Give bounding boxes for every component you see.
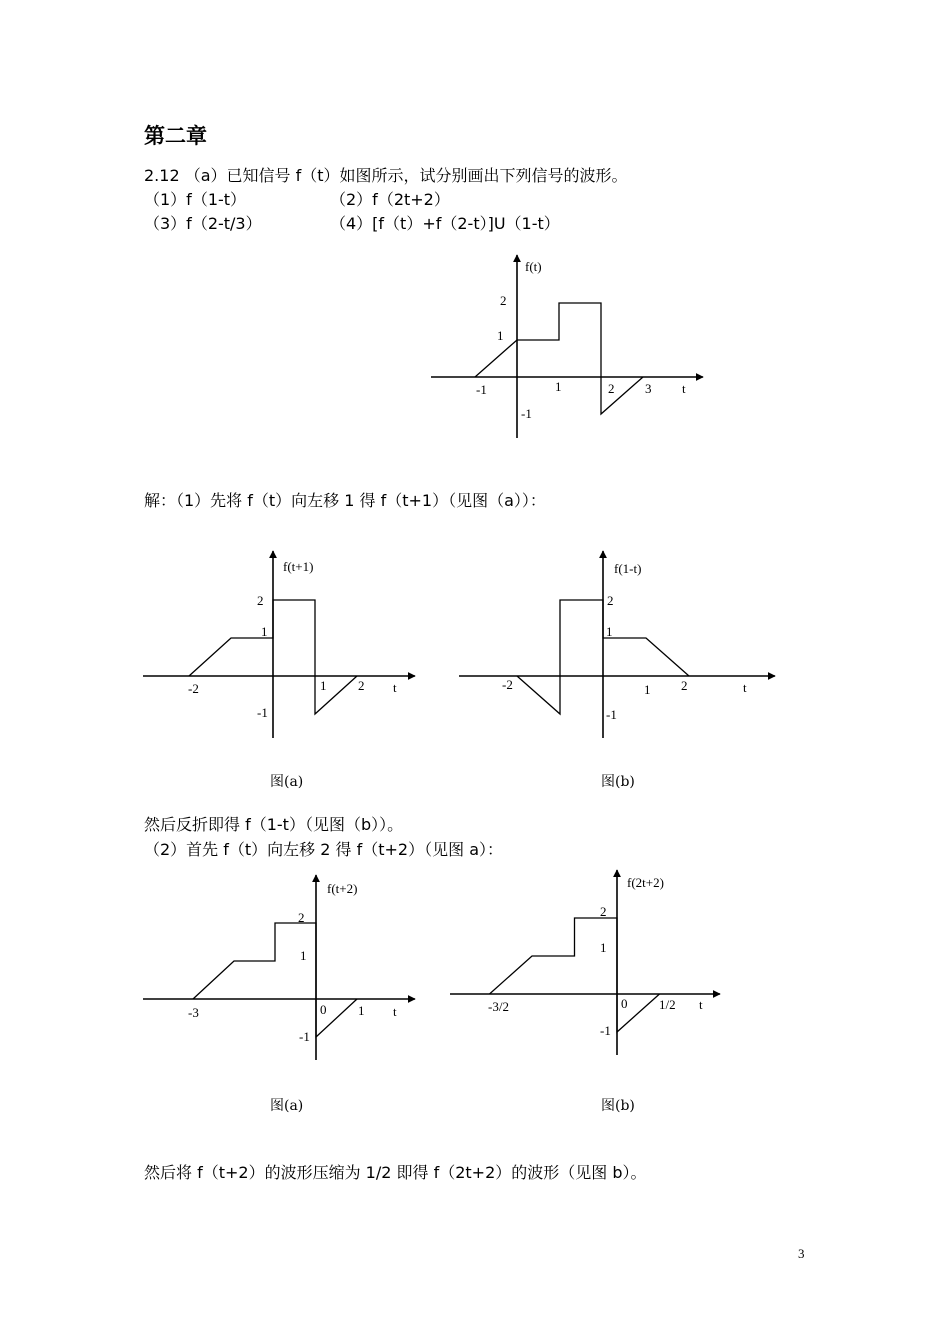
signal-waveform (193, 923, 357, 1037)
y-tick-label: 1 (497, 328, 504, 343)
y-tick-label: -1 (600, 1023, 611, 1038)
x-axis-label: t (699, 997, 703, 1012)
y-tick-label: -1 (606, 707, 617, 722)
plot-title: f(t+2) (327, 881, 358, 896)
solution-line-1: 解：（1）先将 f（t）向左移 1 得 f（t+1）（见图（a））： (144, 491, 546, 510)
x-tick-label: 1 (320, 678, 327, 693)
solution-line-4: 然后将 f（t+2）的波形压缩为 1/2 即得 f（2t+2）的波形（见图 b）。 (144, 1163, 647, 1182)
caption-fig-a-1: 图(a) (270, 774, 304, 790)
x-tick-label: -2 (502, 677, 513, 692)
x-tick-label: 2 (358, 678, 365, 693)
x-tick-label: 1 (644, 682, 651, 697)
caption-fig-b-2: 图(b) (601, 1098, 635, 1114)
x-tick-label: -1 (476, 382, 487, 397)
x-tick-label: 1 (555, 379, 562, 394)
solution-line-3: （2）首先 f（t）向左移 2 得 f（t+2）（见图 a）： (144, 840, 503, 859)
y-tick-label: -1 (299, 1029, 310, 1044)
y-tick-label: 2 (298, 910, 305, 925)
x-tick-label: 1 (358, 1003, 365, 1018)
x-axis-label: t (393, 1004, 397, 1019)
signal-f-plot (431, 255, 703, 438)
problem-item-1: （1）f（1-t） (144, 190, 247, 209)
x-tick-label: 1/2 (659, 997, 676, 1012)
y-tick-label: 1 (606, 624, 613, 639)
y-tick-label: 1 (600, 940, 607, 955)
caption-fig-b-1: 图(b) (601, 774, 635, 790)
solution-line-2: 然后反折即得 f（1-t）（见图（b））。 (144, 815, 404, 834)
x-tick-label: 0 (621, 996, 628, 1011)
x-tick-label: 2 (608, 381, 615, 396)
x-axis-label: t (393, 680, 397, 695)
y-tick-label: 1 (261, 624, 268, 639)
chapter-title: 第二章 (144, 124, 207, 148)
plot-title: f(2t+2) (627, 875, 664, 890)
x-tick-label: t (743, 680, 747, 695)
y-tick-label: -1 (521, 406, 532, 421)
x-tick-label: -2 (188, 681, 199, 696)
x-tick-label: 0 (320, 1002, 327, 1017)
caption-fig-a-2: 图(a) (270, 1098, 304, 1114)
x-tick-label: -3 (188, 1005, 199, 1020)
x-tick-label: 3 (645, 381, 652, 396)
plot-title: f(1-t) (614, 561, 642, 576)
problem-item-2: （2）f（2t+2） (330, 190, 450, 209)
plot-title: f(t+1) (283, 559, 314, 574)
x-axis-label: t (682, 381, 686, 396)
y-tick-label: 2 (500, 293, 507, 308)
signal-f-1-minus-t-plot (459, 551, 775, 738)
problem-item-3: （3）f（2-t/3） (144, 214, 262, 233)
y-tick-label: 2 (257, 593, 264, 608)
x-tick-label: 2 (681, 678, 688, 693)
x-tick-label: -3/2 (488, 999, 509, 1014)
page-number: 3 (798, 1246, 805, 1261)
signal-f-2t-plus-2-plot (450, 870, 720, 1055)
y-tick-label: 1 (300, 948, 307, 963)
y-tick-label: 2 (600, 904, 607, 919)
y-tick-label: 2 (607, 593, 614, 608)
y-tick-label: -1 (257, 705, 268, 720)
plot-title: f(t) (525, 259, 542, 274)
signal-waveform (490, 918, 660, 1032)
problem-statement: 2.12 （a）已知信号 f（t）如图所示，试分别画出下列信号的波形。 (144, 166, 628, 185)
signal-f-t-plus-1-plot (143, 551, 415, 738)
problem-item-4: （4）[f（t）+f（2-t）]U（1-t） (330, 214, 560, 233)
signal-f-t-plus-2-plot (143, 875, 415, 1060)
signal-waveform (475, 303, 643, 414)
